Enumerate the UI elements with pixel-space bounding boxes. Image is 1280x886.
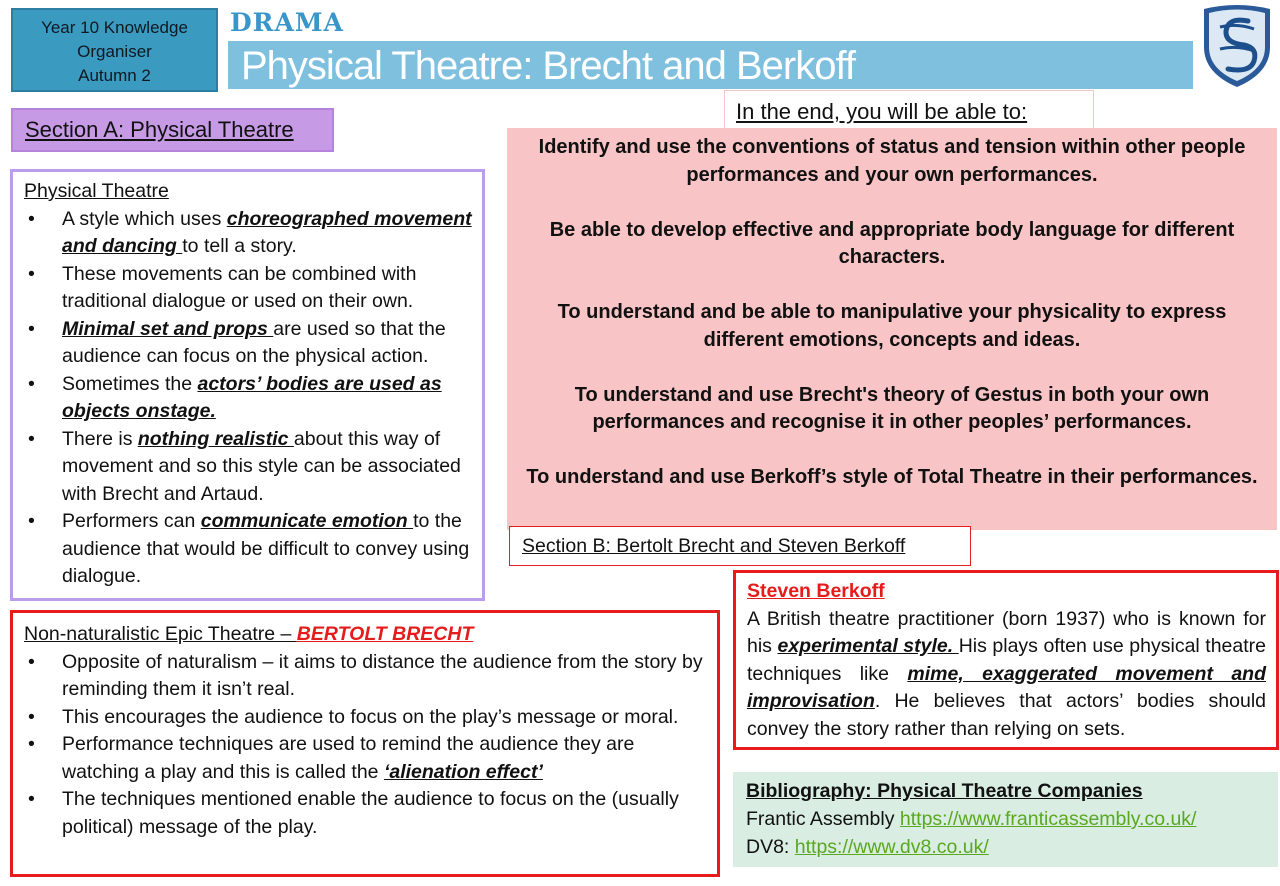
year-line: Autumn 2: [78, 66, 151, 85]
bullet-item: [24, 649, 707, 704]
bibliography-entry: [746, 833, 1278, 861]
section-b-label: [509, 526, 971, 566]
berkoff-box: [733, 570, 1279, 750]
brecht-heading: [24, 621, 707, 649]
school-crest-icon: [1198, 3, 1276, 89]
physical-theatre-heading: Physical Theatre: [24, 180, 169, 202]
text-run: Performers can: [62, 510, 201, 532]
text-run: A British theatre practitioner (born 1937) who is known for his: [747, 607, 1266, 657]
year-line: Year 10 Knowledge: [41, 18, 188, 37]
bullet-item: [24, 704, 707, 732]
bibliography-heading: Bibliography: Physical Theatre Companies: [746, 780, 1143, 802]
bullet-item: [24, 508, 472, 591]
bibliography-entry: [746, 805, 1278, 833]
emphasis-text: experimental style.: [777, 635, 959, 657]
brecht-heading-text: Non-naturalistic Epic Theatre –: [24, 623, 297, 645]
text-run: The techniques mentioned enable the audience to focus on the (usually political) message of the play.: [62, 788, 679, 838]
bullet-item: [24, 786, 707, 841]
brecht-box: [10, 610, 720, 877]
text-run: These movements can be combined with traditional dialogue or used on their own.: [62, 262, 417, 312]
emphasis-text: Minimal set and props: [62, 317, 274, 340]
brecht-name: BERTOLT BRECHT: [296, 623, 474, 645]
physical-theatre-box: [10, 169, 485, 601]
emphasis-text: communicate emotion: [200, 510, 414, 532]
bullet-item: [24, 731, 707, 786]
text-run: are used so that the audience can focus on the physical action.: [62, 317, 446, 367]
text-run: This encourages the audience to focus on the play’s message or moral.: [62, 705, 679, 728]
bullet-item: [24, 206, 472, 261]
text-run: A style which uses: [62, 207, 227, 230]
section-a-text: Section A: Physical Theatre: [25, 117, 294, 142]
text-run: Opposite of naturalism – it aims to distance the audience from the story by reminding them it isn’t real.: [62, 650, 703, 700]
text-run: Sometimes the: [62, 372, 198, 395]
bibliography-label: Frantic Assembly: [746, 808, 900, 830]
year-info-box: [11, 8, 218, 92]
page-title: Physical Theatre: Brecht and Berkoff: [228, 41, 1193, 89]
emphasis-text: nothing realistic: [137, 427, 294, 450]
emphasis-text: mime, exaggerated movement and improvisation: [747, 662, 1266, 712]
brecht-list: [24, 649, 707, 842]
dv8-link[interactable]: https://www.dv8.co.uk/: [794, 836, 989, 858]
text-run: His plays often use physical theatre techniques like: [747, 635, 1266, 685]
bibliography-label: DV8:: [746, 836, 795, 858]
berkoff-description: [747, 606, 1266, 744]
bibliography-box: [733, 772, 1278, 867]
physical-theatre-list: [24, 206, 472, 591]
aim-item: To understand and be able to manipulative your physicality to express different emotions, concepts and ideas.: [557, 301, 1227, 351]
section-a-label: [11, 108, 334, 152]
text-run: Performance techniques are used to remind the audience they are watching a play and this is called the: [62, 733, 635, 783]
emphasis-text: choreographed movement and dancing: [62, 207, 472, 257]
aims-box: [507, 128, 1277, 530]
text-run: There is: [62, 427, 138, 450]
section-b-text: Section B: Bertolt Brecht and Steven Berkoff: [522, 535, 906, 557]
subject-label: DRAMA: [230, 8, 344, 37]
text-run: to tell a story.: [182, 235, 297, 257]
emphasis-text: actors’ bodies are used as objects onstage.: [62, 372, 442, 422]
emphasis-text: ‘alienation effect’: [383, 760, 543, 783]
year-line: Organiser: [77, 42, 152, 61]
bullet-item: [24, 316, 472, 371]
aim-item: To understand and use Berkoff’s style of Total Theatre in their performances.: [526, 466, 1258, 488]
aim-item: To understand and use Brecht's theory of Gestus in both your own performances and recognise it in other peoples’ performances.: [574, 383, 1210, 433]
aim-item: Be able to develop effective and appropriate body language for different characters.: [549, 218, 1235, 268]
text-run: . He believes that actors’ bodies should convey the story rather than relying on sets.: [747, 690, 1266, 740]
aims-label-text: In the end, you will be able to:: [736, 99, 1028, 124]
bullet-item: [24, 371, 472, 426]
frantic-assembly-link[interactable]: https://www.franticassembly.co.uk/: [899, 808, 1197, 830]
aim-item: Identify and use the conventions of status and tension within other people performances and your own performances.: [538, 136, 1246, 186]
berkoff-name: Steven Berkoff: [747, 580, 885, 602]
bullet-item: [24, 426, 472, 509]
bullet-item: [24, 261, 472, 316]
text-run: about this way of movement and so this style can be associated with Brecht and Artaud.: [62, 427, 461, 505]
text-run: to the audience that would be difficult to convey using dialogue.: [62, 510, 470, 587]
aims-label: [724, 90, 1094, 130]
